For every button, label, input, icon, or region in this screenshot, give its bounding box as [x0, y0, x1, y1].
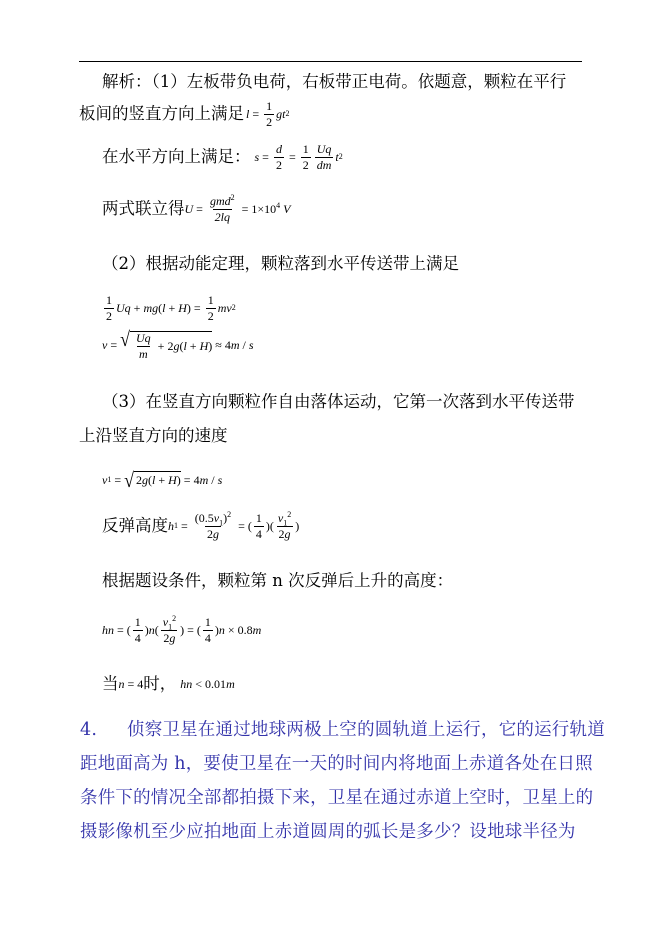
formula-v1: v 1 = √ 2 g ( l + H ) = 4 m / s [102, 468, 223, 492]
formula-hn: h n = ( $\frac{1}{4}$ ) n ( $\frac{v_1^2}{2g}$ ) = ( $\frac{1}{4}$ ) n × 0.8 m [102, 614, 262, 645]
formula-rebound: 反弹高度 h 1 = $\frac{(0.5v_1)^2}{2g}$ = ( $\frac{1}{4}$ )( $\frac{v_1^2}{2g}$ ) [102, 510, 300, 541]
horizontal-text: 在水平方向上满足： [102, 146, 251, 166]
question-line2: 距地面高为 h，要使卫星在一天的时间内将地面上赤道各处在日照 [80, 754, 593, 774]
part2-text: （2）根据动能定理，颗粒落到水平传送带上满足 [102, 254, 459, 273]
part3-line2: 上沿竖直方向的速度 [79, 426, 228, 445]
rebound-text: 反弹高度 [102, 515, 168, 535]
question-number: 4. [80, 720, 98, 740]
analysis-intro: 解析：（1）左板带负电荷，右板带正电荷。依题意，颗粒在平行 [102, 72, 567, 91]
question-line4: 摄影像机至少应拍地面上赤道圆周的弧长是多少？设地球半径为 [80, 822, 576, 842]
question-line3: 条件下的情况全部都拍摄下来，卫星在通过赤道上空时，卫星上的 [80, 788, 594, 808]
header-rule [79, 61, 582, 62]
formula-energy: $\frac{1}{2}$ Uq + mg ( l + H ) = $\frac{1}{2}$ mv 2 [106, 293, 236, 323]
formula-combined: 两式联立得 U = $\frac{gmd^2}{2lq}$ = $1\times 10^4$ V [102, 193, 291, 224]
formula-horizontal: 在水平方向上满足： s = $\frac{d}{2}$ = $\frac{1}{2}$ $\frac{Uq}{dm}$ t 2 [102, 142, 343, 172]
vertical-text: 板间的竖直方向上满足 [79, 103, 244, 123]
formula-when: 当 n = 4 时， h n < 0.01 m [102, 674, 235, 693]
condition-text: 根据题设条件，颗粒第 n 次反弹后上升的高度： [102, 571, 454, 590]
when-text2: 时， [143, 674, 177, 693]
part3-line1: （3）在竖直方向颗粒作自由落体运动，它第一次落到水平传送带 [102, 392, 575, 411]
combine-text: 两式联立得 [102, 198, 185, 218]
when-text: 当 [102, 674, 119, 693]
question-line1: 侦察卫星在通过地球两极上空的圆轨道上运行，它的运行轨道 [127, 720, 605, 740]
formula-velocity: v = √ $\frac{Uq}{m}$ + 2 g ( l + H ) ≈ 4 m / s [102, 327, 254, 361]
formula-vertical: 板间的竖直方向上满足 l = $\frac{1}{2}$ gt 2 [79, 99, 290, 129]
